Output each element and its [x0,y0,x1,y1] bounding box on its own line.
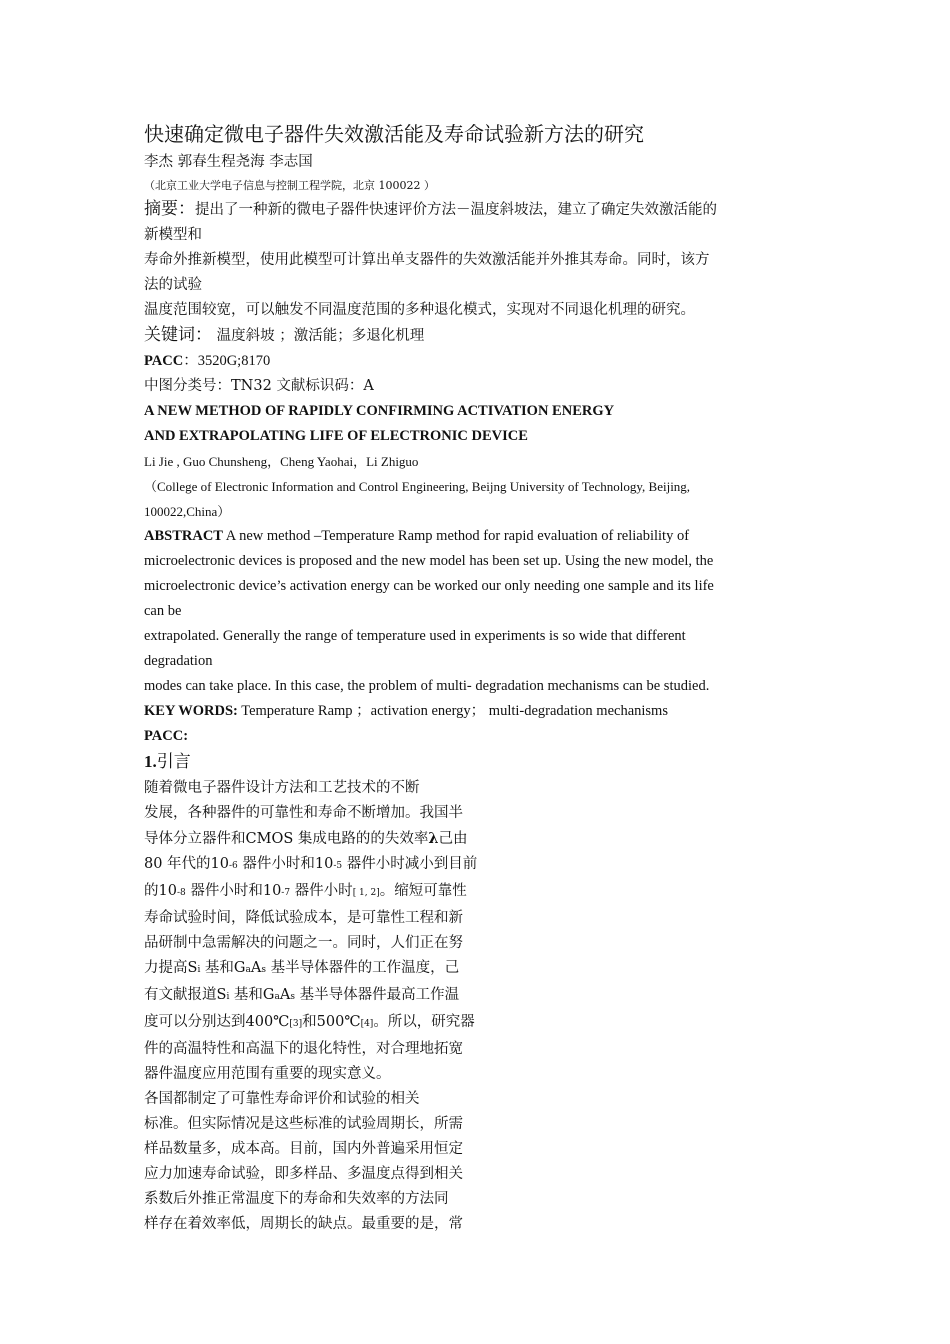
abstract-cn-line-1 [144,197,809,223]
para1-line-9 [144,983,516,1010]
keywords-en-value: Temperature Ramp ；activation energy； multi-degradation mechanisms [237,703,668,719]
para1-line-5-e: 器件小时 [290,883,353,899]
para1-line-10-a: 度可以分别达到400℃ [144,1014,290,1030]
pacc-cn-value: ：3520G;8170 [183,353,271,369]
abstract-en-line-3: microelectronic device’s activation energy can be worked our only needing one sample and its life [144,578,714,594]
para1-line-4-a: 80 年代的10 [144,856,230,872]
pacc-cn-label: PACC [144,353,184,369]
abstract-en-text-1: A new method –Temperature Ramp method for rapid evaluation of reliability of [222,528,690,544]
exponent: -5 [333,861,343,871]
para1-line-5 [144,879,516,906]
para1-line-8-a: 力提高S [144,960,198,976]
abstract-cn-line-3: 寿命外推新模型，使用此模型可计算出单支器件的失效激活能并外推其寿命。同时，该方 [144,252,710,268]
para1-line-9-g: 基半导体器件最高工作温 [295,987,460,1003]
subscript: a [274,992,280,1002]
keywords-en [144,699,809,724]
para1-line-9-e: A [279,987,291,1003]
abstract-en-line-1 [144,524,809,549]
para1-line-10 [144,1010,516,1037]
abstract-cn-line-4: 法的试验 [144,277,202,293]
exponent: -6 [229,861,238,871]
para1-line-10-e: 。所以，研究器 [373,1014,475,1030]
para1-line-8-c: 基和G [200,960,246,976]
para1-line-12: 器件温度应用范围有重要的现实意义。 [144,1066,391,1082]
para2-line-3: 样品数量多，成本高。目前，国内外普遍采用恒定 [144,1141,463,1157]
para1-line-5-c: 器件小时和10 [185,883,282,899]
subscript: s [261,965,267,975]
keywords-cn-value: 温度斜坡 ；激活能；多退化机理 [212,328,425,344]
citation: [ 1, 2] [352,888,380,898]
authors: 李杰 郭春生程尧海 李志国 [144,154,313,170]
subscript: a [245,965,251,975]
subscript: i [226,992,230,1002]
para1-line-1: 随着微电子器件设计方法和工艺技术的不断 [144,780,420,796]
subscript: i [197,965,201,975]
para1-line-9-c: 基和G [229,987,275,1003]
para2-line-2: 标准。但实际情况是这些标准的试验周期长，所需 [144,1116,463,1132]
para1-line-2: 发展，各种器件的可靠性和寿命不断增加。我国半 [144,805,463,821]
section-1-number: 1. [144,752,157,771]
affiliation: （北京工业大学电子信息与控制工程学院，北京 100022 ） [144,179,435,192]
pacc-cn [144,349,809,374]
para1-line-4-e: 器件小时减小到目前 [342,856,478,872]
abstract-cn-line-5: 温度范围较宽，可以触发不同温度范围的多种退化模式，实现对不同退化机理的研究。 [144,302,695,318]
keywords-cn-label: 关键词： [144,325,212,345]
section-1-heading [144,749,809,776]
classification: 中图分类号：TN32 文献标识码：A [144,378,374,394]
para1-line-3-c: 己由 [438,831,468,847]
para2-line-5: 系数后外推正常温度下的寿命和失效率的方法同 [144,1191,449,1207]
abstract-cn-text-1: 提出了一种新的微电子器件快速评价方法－温度斜坡法，建立了确定失效激活能的 [195,202,717,218]
para1-line-6: 寿命试验时间，降低试验成本，是可靠性工程和新 [144,910,463,926]
para1-line-8-e: A [250,960,262,976]
affiliation-en-line-2: 100022,China） [144,504,231,519]
title-en-line-2: AND EXTRAPOLATING LIFE OF ELECTRONIC DEVICE [144,428,528,444]
keywords-en-label: KEY WORDS: [144,703,238,719]
para1-line-5-a: 的10 [144,883,177,899]
abstract-en-line-6: degradation [144,653,213,669]
paper-title: 快速确定微电子器件失效激活能及寿命试验新方法的研究 [144,122,644,146]
lambda-symbol: λ [428,830,439,847]
para1-line-7: 品研制中急需解决的问题之一。同时，人们正在努 [144,935,463,951]
abstract-en-label: ABSTRACT [144,528,223,544]
para1-line-4-c: 器件小时和10 [237,856,334,872]
citation: [3] [289,1019,303,1029]
abstract-en-line-4: can be [144,603,182,619]
para1-line-8-g: 基半导体器件的工作温度，己 [266,960,460,976]
affiliation-en-line-1: （College of Electronic Information and Control Engineering, Beijng University of Technology, Beijing, [144,479,691,494]
body-column [144,776,516,1237]
exponent: -8 [176,888,186,898]
para1-line-8 [144,956,516,983]
section-1-title: 引言 [156,752,191,772]
para1-line-11: 件的高温特性和高温下的退化特性，对合理地拓宽 [144,1041,463,1057]
paper-page [144,118,809,1237]
para2-line-1: 各国都制定了可靠性寿命评价和试验的相关 [144,1091,420,1107]
para1-line-3-a: 导体分立器件和CMOS 集成电路的的失效率 [144,831,429,847]
abstract-en-line-2: microelectronic devices is proposed and the new model has been set up. Using the new model, the [144,553,714,569]
para1-line-10-c: 和500℃ [302,1014,361,1030]
para1-line-9-a: 有文献报道S [144,987,227,1003]
abstract-en-line-7: modes can take place. In this case, the problem of multi- degradation mechanisms can be studied. [144,678,710,694]
para1-line-5-g: 。缩短可靠性 [379,883,467,899]
para2-line-6: 样存在着效率低，周期长的缺点。最重要的是，常 [144,1216,463,1232]
authors-en: Li Jie , Guo Chunsheng，Cheng Yaohai，Li Zhiguo [144,454,419,469]
abstract-cn-line-2: 新模型和 [144,227,202,243]
exponent: -7 [281,888,291,898]
para1-line-4 [144,852,516,879]
abstract-cn-label: 摘要： [144,199,195,219]
para1-line-3 [144,826,516,852]
title-en-line-1: A NEW METHOD OF RAPIDLY CONFIRMING ACTIVATION ENERGY [144,403,615,419]
para2-line-4: 应力加速寿命试验，即多样品、多温度点得到相关 [144,1166,463,1182]
subscript: s [290,992,296,1002]
keywords-cn [144,323,809,349]
citation: [4] [360,1019,374,1029]
pacc-en-label: PACC: [144,728,189,744]
abstract-en-line-5: extrapolated. Generally the range of temperature used in experiments is so wide that different [144,628,686,644]
